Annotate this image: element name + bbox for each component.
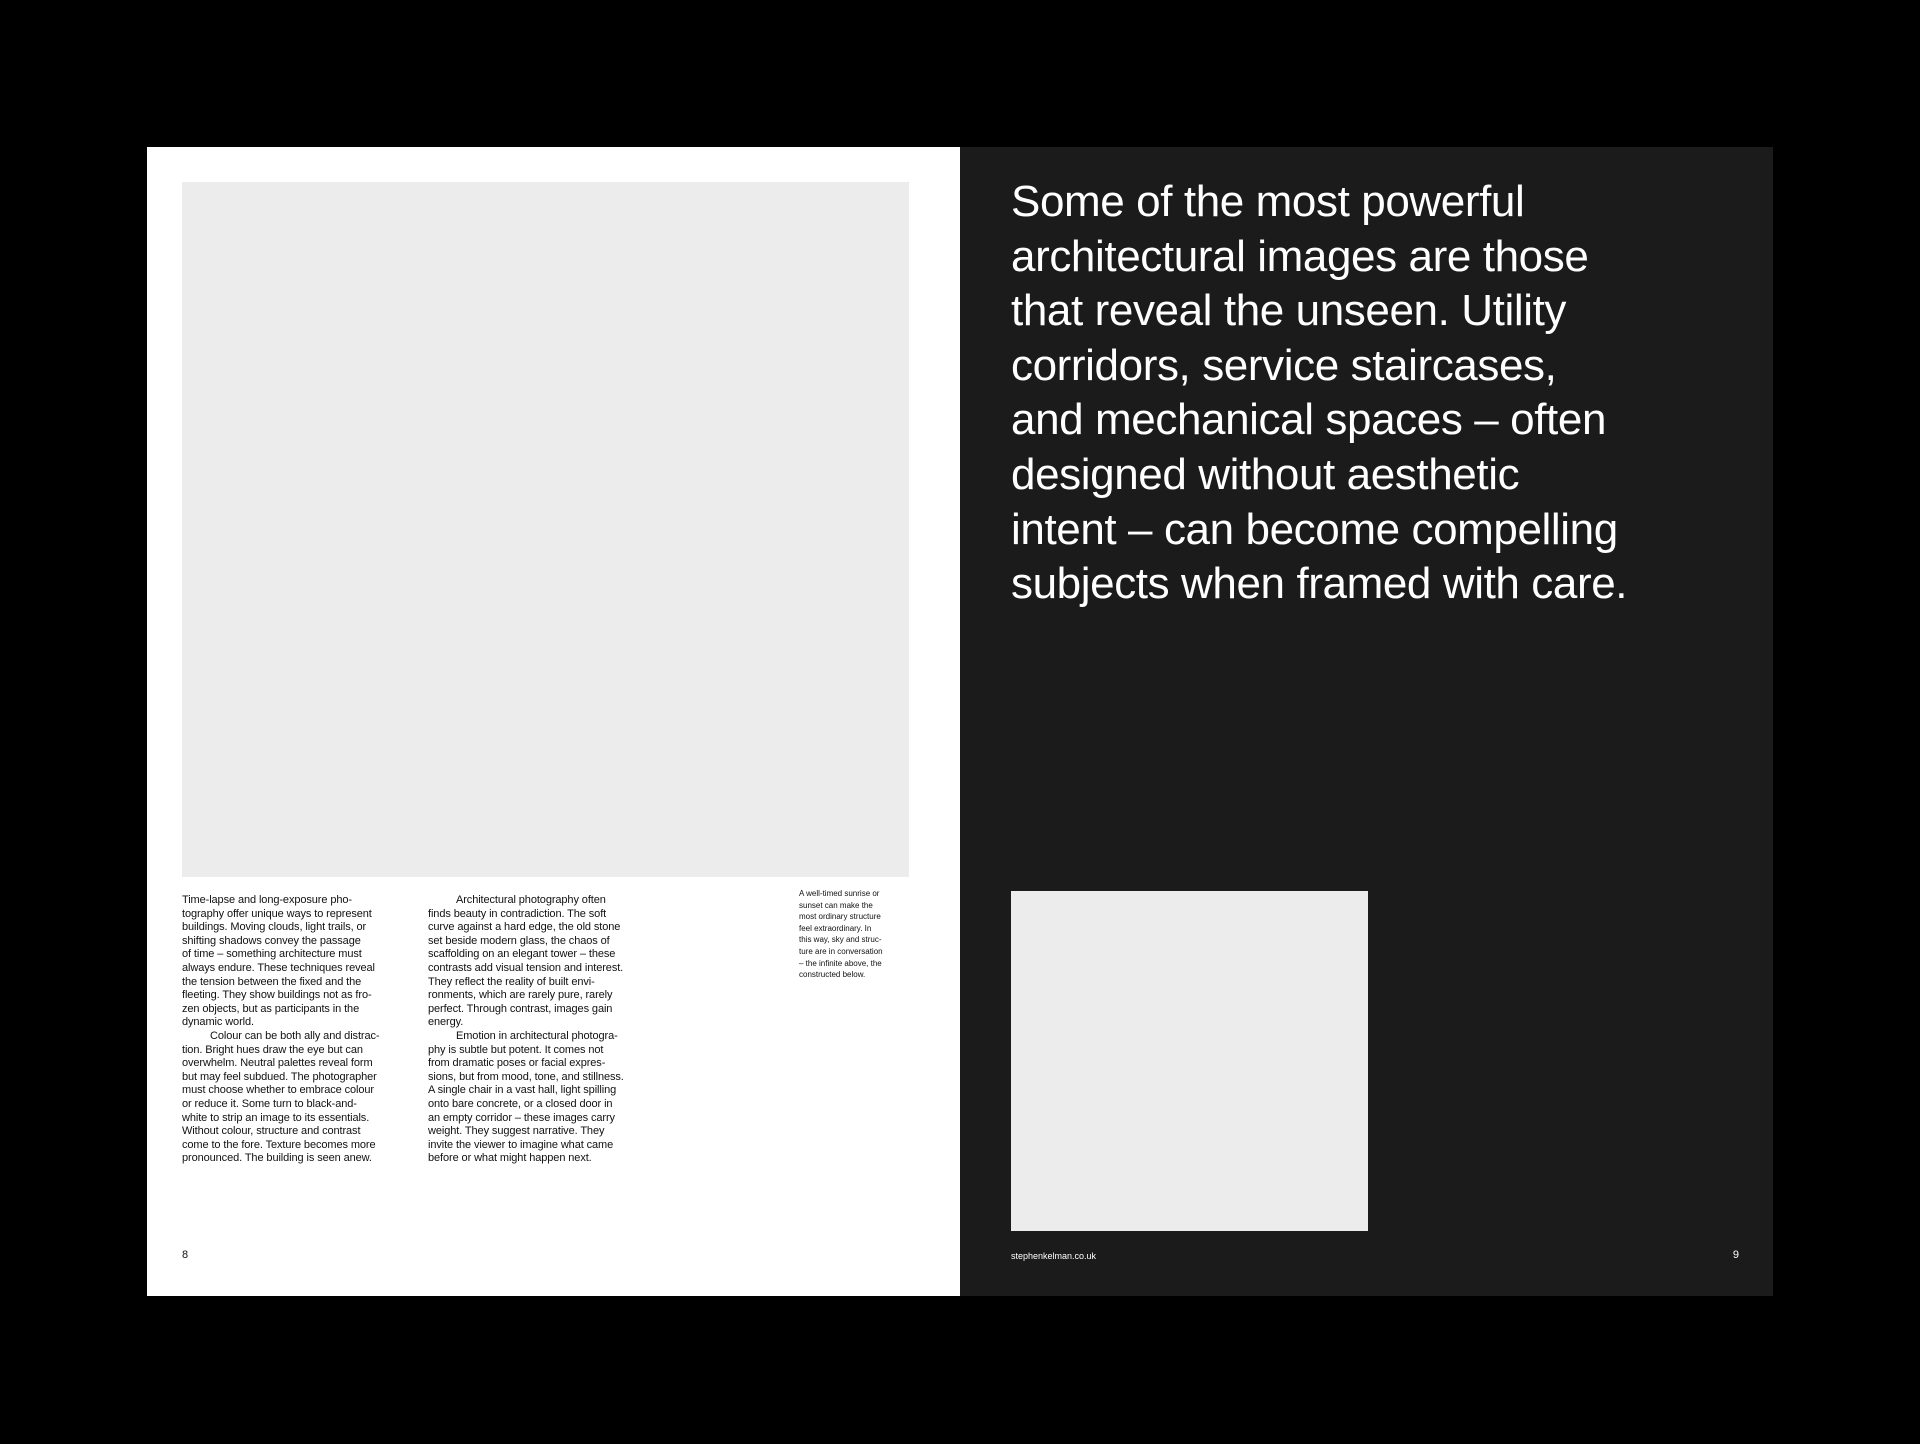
body-column-2: [428, 894, 664, 1166]
caption-line: most ordinary structure: [799, 912, 881, 922]
left-page: [147, 147, 960, 1296]
right-image-placeholder: [1011, 891, 1368, 1231]
body-line: energy.: [428, 1016, 464, 1029]
body-line: white to strip an image to its essentials.: [182, 1111, 370, 1124]
body-line: onto bare concrete, or a closed door in: [428, 1097, 613, 1110]
caption-line: feel extraordinary. In: [799, 923, 872, 933]
caption-line: – the infinite above, the: [799, 958, 882, 968]
body-line: tography offer unique ways to represent: [182, 907, 372, 920]
body-line: or reduce it. Some turn to black-and-: [182, 1097, 357, 1110]
body-line: A single chair in a vast hall, light spilling: [428, 1084, 617, 1097]
caption-line: sunset can make the: [799, 900, 873, 910]
body-line: ronments, which are rarely pure, rarely: [428, 989, 613, 1002]
body-line: Architectural photography often: [456, 894, 606, 906]
body-line: Emotion in architectural photogra-: [456, 1029, 618, 1042]
body-line: shifting shadows convey the passage: [182, 934, 361, 947]
body-line: Time-lapse and long-exposure pho-: [182, 894, 352, 906]
body-line: the tension between the fixed and the: [182, 975, 362, 988]
left-image-placeholder: [182, 182, 909, 877]
body-line: zen objects, but as participants in the: [182, 1002, 360, 1015]
body-line: scaffolding on an elegant tower – these: [428, 948, 616, 961]
pull-quote-line: intent – can become compelling: [1011, 504, 1618, 554]
body-line: overwhelm. Neutral palettes reveal form: [182, 1057, 373, 1070]
body-line: must choose whether to embrace colour: [182, 1084, 374, 1097]
body-line: buildings. Moving clouds, light trails, or: [182, 921, 367, 934]
body-line: Without colour, structure and contrast: [182, 1125, 361, 1138]
body-line: contrasts add visual tension and interest.: [428, 961, 624, 974]
body-line: set beside modern glass, the chaos of: [428, 934, 610, 947]
body-line: fleeting. They show buildings not as fro-: [182, 989, 372, 1002]
caption-line: this way, sky and struc-: [799, 935, 882, 945]
page-number-right: 9: [1732, 1249, 1739, 1261]
body-line: finds beauty in contradiction. The soft: [428, 907, 607, 920]
caption-line: ture are in conversation: [799, 946, 883, 956]
caption-line: A well-timed sunrise or: [799, 889, 880, 898]
body-line: an empty corridor – these images carry: [428, 1111, 615, 1124]
pull-quote-line: architectural images are those: [1011, 231, 1589, 281]
body-line: curve against a hard edge, the old stone: [428, 921, 621, 934]
pull-quote-line: corridors, service staircases,: [1011, 340, 1557, 390]
website-url: stephenkelman.co.uk: [1011, 1251, 1097, 1261]
body-line: sions, but from mood, tone, and stillness.: [428, 1070, 624, 1083]
pull-quote-line: that reveal the unseen. Utility: [1011, 286, 1567, 336]
body-line: dynamic world.: [182, 1016, 254, 1029]
pull-quote-line: Some of the most powerful: [1011, 177, 1525, 226]
body-line: come to the fore. Texture becomes more: [182, 1138, 376, 1151]
body-line: tion. Bright hues draw the eye but can: [182, 1043, 363, 1056]
page-number-left: 8: [182, 1249, 189, 1261]
body-line: before or what might happen next.: [428, 1152, 592, 1165]
body-line: but may feel subdued. The photographer: [182, 1070, 377, 1083]
body-line: They reflect the reality of built envi-: [428, 975, 595, 988]
body-line: always endure. These techniques reveal: [182, 961, 375, 974]
magazine-spread: [147, 147, 1773, 1296]
body-line: weight. They suggest narrative. They: [428, 1125, 605, 1138]
body-line: from dramatic poses or facial expres-: [428, 1057, 606, 1070]
image-caption: [799, 888, 909, 981]
body-line: Colour can be both ally and distrac-: [210, 1029, 380, 1042]
body-column-1: [182, 894, 407, 1166]
body-line: perfect. Through contrast, images gain: [428, 1002, 613, 1015]
right-page: [960, 147, 1773, 1296]
body-line: phy is subtle but potent. It comes not: [428, 1043, 604, 1056]
pull-quote-line: and mechanical spaces – often: [1011, 395, 1607, 445]
body-line: invite the viewer to imagine what came: [428, 1138, 614, 1151]
body-line: of time – something architecture must: [182, 948, 362, 961]
body-line: pronounced. The building is seen anew.: [182, 1152, 372, 1165]
pull-quote-line: designed without aesthetic: [1011, 449, 1520, 499]
pull-quote: [1011, 175, 1751, 612]
pull-quote-line: subjects when framed with care.: [1011, 559, 1628, 609]
caption-line: constructed below.: [799, 970, 866, 980]
